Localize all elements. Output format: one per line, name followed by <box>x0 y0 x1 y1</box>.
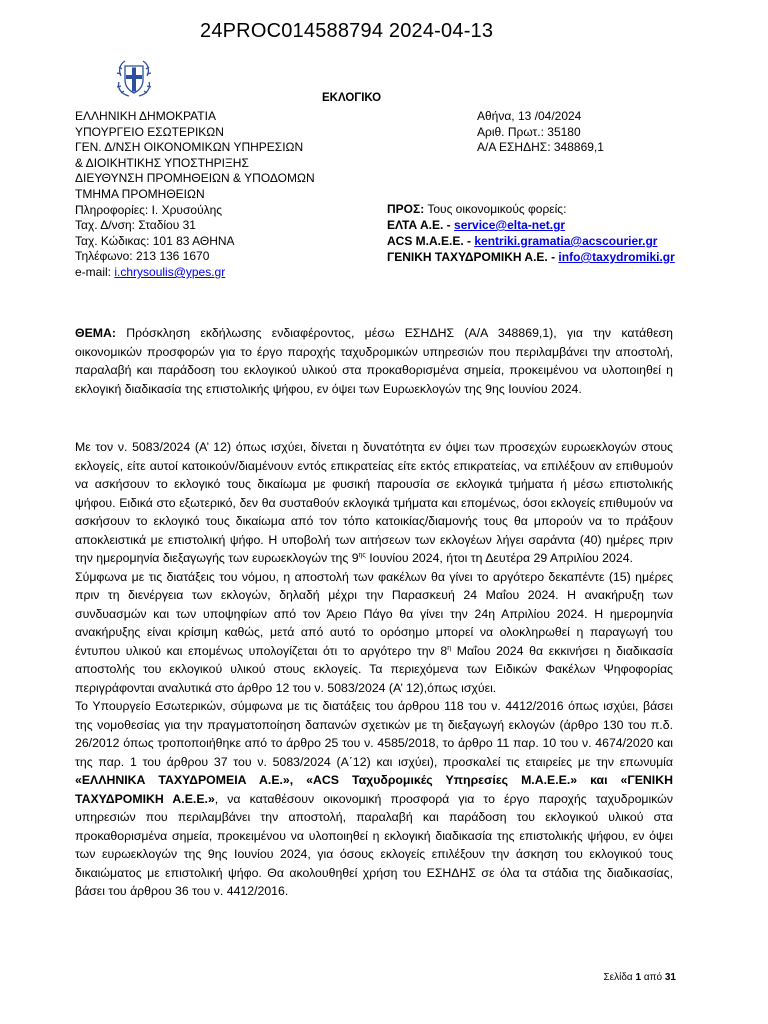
recipient-name: ΕΛΤΑ Α.Ε. - <box>387 218 455 232</box>
reference-block <box>477 109 604 156</box>
sender-line: ΤΜΗΜΑ ΠΡΟΜΗΘΕΙΩΝ <box>75 186 205 201</box>
recipient-name: ΓΕΝΙΚΗ ΤΑΧΥΔΡΟΜΙΚΗ Α.Ε. - <box>387 250 559 264</box>
sender-line: ΥΠΟΥΡΓΕΙΟ ΕΣΩΤΕΡΙΚΩΝ <box>75 124 224 139</box>
page-footer <box>604 972 677 983</box>
main-body <box>75 438 673 901</box>
body-paragraph <box>75 697 673 901</box>
body-text-run: Το Υπουργείο Εσωτερικών, σύμφωνα με τις διατάξεις του άρθρου 118 του ν. 4412/2016 όπως ισχύει, βάσει της νομοθεσίας για την πραγματοποίηση δαπανών σχετικών με τη διεξαγωγή εκλογών (άρθρο 130 του π.δ. 26/2012 όπως τροποποιήθηκε από το άρθρο 25 του ν. 4585/2018, το άρθρο 11 παρ. 10 του ν. 4674/2020 και της παρ. 1 του άρθρου 37 του ν. 5083/2024 (Α΄12) και ισχύει), προσκαλεί τις εταιρείες με την επωνυμία <box>75 699 673 769</box>
sender-line: Ταχ. Δ/νση: Σταδίου 31 <box>75 218 196 233</box>
page-word: Σελίδα <box>603 972 636 983</box>
document-stamp: 24PROC014588794 2024-04-13 <box>200 20 494 42</box>
sender-line: & ΔΙΟΙΚΗΤΙΚΗΣ ΥΠΟΣΤΗΡΙΞΗΣ <box>75 155 249 170</box>
sender-block <box>75 109 315 281</box>
company-names: «ΕΛΛΗΝΙΚΑ ΤΑΧΥΔΡΟΜΕΙΑ Α.Ε.», «ACS Ταχυδρομικές Υπηρεσίες Μ.Α.Ε.Ε.» και «ΓΕΝΙΚΗ ΤΑΧΥΔΡΟΜΙΚΗ Α.Ε.Ε.» <box>75 773 673 806</box>
body-paragraph <box>75 438 673 568</box>
sender-line: Τηλέφωνο: 213 136 1670 <box>75 249 210 264</box>
recipient-email-link[interactable]: kentriki.gramatia@acscourier.gr <box>474 234 658 248</box>
body-paragraph <box>75 568 673 698</box>
superscript: ης <box>358 551 366 559</box>
body-text-run: , να καταθέσουν οικονομική προσφορά για το έργο παροχής ταχυδρομικών υπηρεσιών που περιλαμβάνει την αποστολή, παραλαβή και παράδοση του εκλογικού υλικού στα προκαθορισμένα σημεία, προκειμένου να υλοποιηθεί η εκλογική διαδικασία της επιστολικής ψήφου, εν όψει των ευρωεκλογών της 9ης Ιουνίου 2024, για όσους εκλογείς επιλέξουν την άσκηση του εκλογικού τους δικαιώματος με επιστολική ψήφο. Θα ακολουθηθεί χρήση του ΕΣΗΔΗΣ σε όλα τα στάδια της διαδικασίας, βάσει του άρθρου 36 του ν. 4412/2016. <box>75 791 673 898</box>
sender-line: Πληροφορίες: Ι. Χρυσούλης <box>75 202 223 217</box>
to-label: ΠΡΟΣ: <box>387 202 425 216</box>
sender-email-line <box>75 265 315 281</box>
recipient-item <box>387 233 675 249</box>
sender-line: ΕΛΛΗΝΙΚΗ ΔΗΜΟΚΡΑΤΙΑ <box>75 109 216 123</box>
sender-email-label: e-mail: <box>75 264 115 279</box>
recipients-block <box>387 201 675 265</box>
recipients-heading <box>387 201 675 217</box>
body-text-run: Σύμφωνα με τις διατάξεις του νόμου, η αποστολή των φακέλων θα γίνει το αργότερο δεκαπέντε (15) ημέρες πριν τη διενέργεια των εκλογών, δηλαδή μέχρι την Παρασκευή 24 Μαΐου 2024. Η ανακήρυξη των συνδυασμών και των υποψηφίων από τον Άρειο Πάγο θα γίνει την 24η Απριλίου 2024. Η ημερομηνία ανακήρυξης είναι κρίσιμη καθώς, μετά από αυτό το ορόσημο μπορεί να ολοκληρωθεί η παραγωγή του έντυπου υλικού και επομένως υπολογίζεται ότι το αργότερο την 8 <box>75 569 673 658</box>
page-total: 31 <box>664 972 676 983</box>
sender-line: Ταχ. Κώδικας: 101 83 ΑΘΗΝΑ <box>75 233 235 248</box>
subject-text: Πρόσκληση εκδήλωσης ενδιαφέροντος, μέσω ΕΣΗΔΗΣ (Α/Α 348869,1), για την κατάθεση οικονομικών προσφορών για το έργο παροχής ταχυδρομικών υπηρεσιών που περιλαμβάνει την αποστολή, παραλαβή και παράδοση του εκλογικού υλικού στα προκαθορισμένα σημεία, προκειμένου να υλοποιηθεί η εκλογική διαδικασία της επιστολικής ψήφου, εν όψει των Ευρωεκλογών της 9ης Ιουνίου 2024. <box>75 326 673 396</box>
recipient-email-link[interactable]: info@taxydromiki.gr <box>558 250 675 264</box>
subject-label: ΘΕΜΑ: <box>75 326 116 340</box>
document-classification: ΕΚΛΟΓΙΚΟ <box>322 92 382 104</box>
recipient-email-link[interactable]: service@elta-net.gr <box>454 218 566 232</box>
body-text-run: Μαΐου 2024 θα εκκινήσει η διαδικασία αποστολής του εκλογικού υλικού στους εκλογείς. Τα περιεχόμενα των Ειδικών Φακέλων Ψηφοφορίας περιγράφονται αναλυτικά στο άρθρο 12 του ν. 5083/2024 (Α’ 12),όπως ισχύει. <box>75 643 673 695</box>
greek-coat-of-arms-icon <box>112 56 156 100</box>
esidis-number: Α/Α ΕΣΗΔΗΣ: 348869,1 <box>477 140 604 155</box>
recipient-name: ACS Μ.Α.Ε.Ε. - <box>387 234 475 248</box>
recipient-item <box>387 249 675 265</box>
to-text: Τους οικονομικούς φορείς: <box>424 202 567 216</box>
sender-line: ΓΕΝ. Δ/ΝΣΗ ΟΙΚΟΝΟΜΙΚΩΝ ΥΠΗΡΕΣΙΩΝ <box>75 140 304 155</box>
protocol-number: Αριθ. Πρωτ.: 35180 <box>477 124 581 139</box>
body-text-run: Με τον ν. 5083/2024 (Α’ 12) όπως ισχύει, δίνεται η δυνατότητα εν όψει των προσεχών ευρωεκλογών στους εκλογείς, είτε αυτοί κατοικούν/διαμένουν εντός επικρατείας είτε εκτός επικρατείας, να επιλέξουν αν επιθυμούν να ασκήσουν το εκλογικό τους δικαίωμα με φυσική παρουσία σε εκλογικά τμήματα ή μέσω επιστολικής ψήφου. Ειδικά στο εξωτερικό, δεν θα συσταθούν εκλογικά τμήματα και επομένως, όσοι εκλογείς επιθυμούν να ασκήσουν το εκλογικό τους δικαίωμα από τον τόπο κατοικίας/διαμονής τους θα μπορούν να το πράξουν αποκλειστικά με επιστολική ψήφο. Η υποβολή των αιτήσεων των εκλογέων λήγει σαράντα (40) ημέρες πριν την ημερομηνία διεξαγωγής των ευρωεκλογών της 9 <box>75 440 673 565</box>
recipient-item <box>387 217 675 233</box>
document-date: Αθήνα, 13 /04/2024 <box>477 109 582 123</box>
page-number: 1 <box>635 972 642 983</box>
subject-paragraph <box>75 324 673 398</box>
superscript: η <box>447 644 452 652</box>
sender-email-link[interactable]: i.chrysoulis@ypes.gr <box>114 264 226 279</box>
body-text-run: Ιουνίου 2024, ήτοι τη Δευτέρα 29 Απριλίου 2024. <box>365 551 633 565</box>
of-word: από <box>641 972 665 983</box>
sender-line: ΔΙΕΥΘΥΝΣΗ ΠΡΟΜΗΘΕΙΩΝ & ΥΠΟΔΟΜΩΝ <box>75 171 315 186</box>
